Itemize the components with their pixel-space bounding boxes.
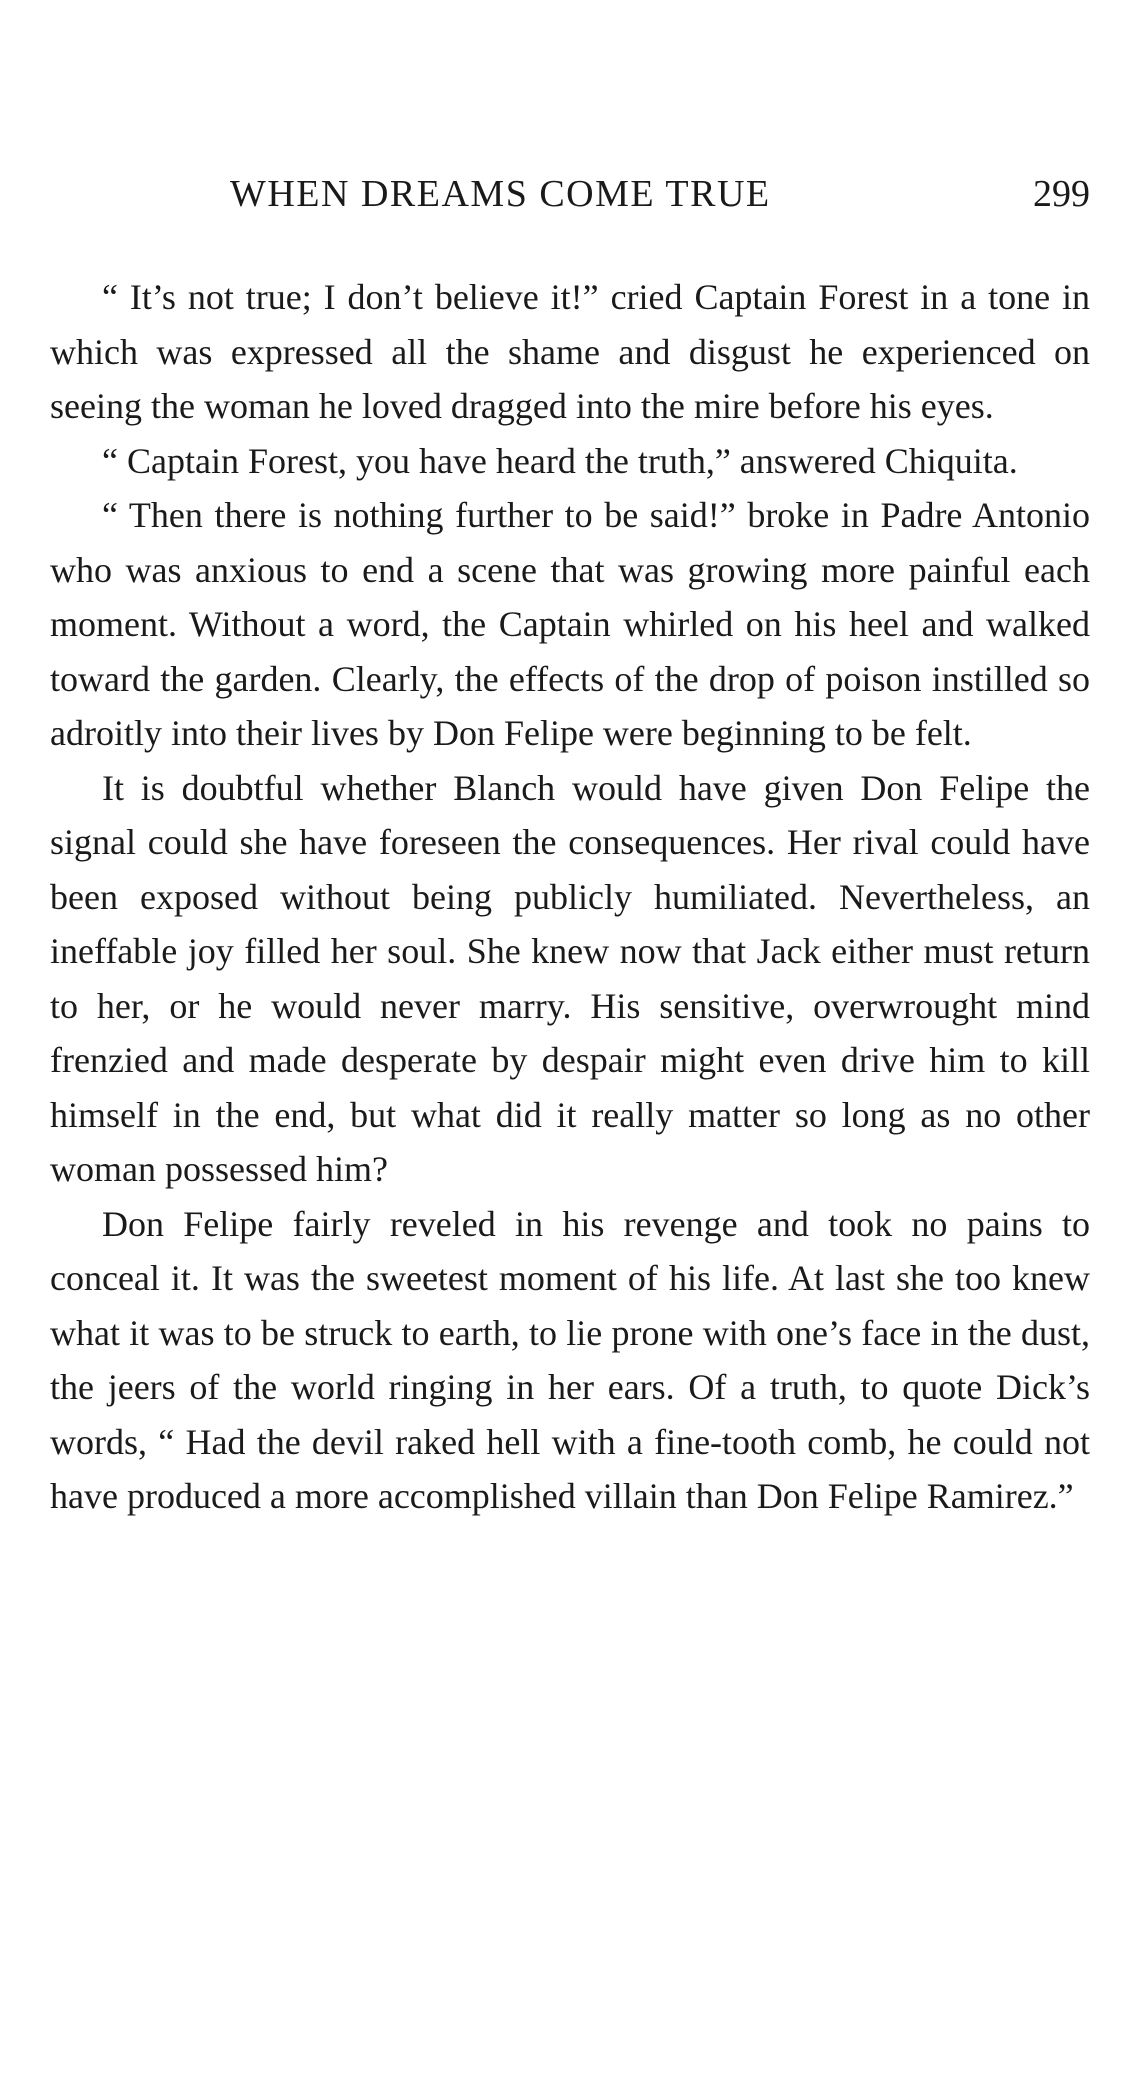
body-text xyxy=(50,270,1090,1524)
paragraph: “ Captain Forest, you have heard the truth,” answered Chiquita. xyxy=(102,440,1018,481)
paragraph: Don Felipe fairly reveled in his revenge and took no pains to conceal it. It was the sweetest moment of his life. At last she too knew what it was to be struck to earth, to lie prone with one’s face in the dust, the jeers of the world ringing in her ears. Of a truth, to quote Dick’s words, “ Had the devil raked hell with a fine-tooth comb, he could not have produced a more accomplished villain than Don Felipe Ramirez.” xyxy=(50,1203,1090,1516)
page-header xyxy=(230,172,1090,222)
running-title: WHEN DREAMS COME TRUE xyxy=(230,173,771,215)
paragraph: “ It’s not true; I don’t believe it!” cried Captain Forest in a tone in which was expressed all the shame and disgust he experienced on seeing the woman he loved dragged into the mire before his eyes. xyxy=(50,277,1090,426)
page-number: 299 xyxy=(1033,173,1090,215)
paragraph: It is doubtful whether Blanch would have given Don Felipe the signal could she have foreseen the consequences. Her rival could have been exposed without being publicly humiliated. Nevertheless, an ineffable joy filled her soul. She knew now that Jack either must return to her, or he would never marry. His sensitive, overwrought mind frenzied and made desperate by despair might even drive him to kill himself in the end, but what did it really matter so long as no other woman possessed him? xyxy=(50,767,1090,1189)
paragraph: “ Then there is nothing further to be said!” broke in Padre Antonio who was anxious to end a scene that was growing more painful each moment. Without a word, the Captain whirled on his heel and walked toward the garden. Clearly, the effects of the drop of poison instilled so adroitly into their lives by Don Felipe were beginning to be felt. xyxy=(50,495,1090,753)
